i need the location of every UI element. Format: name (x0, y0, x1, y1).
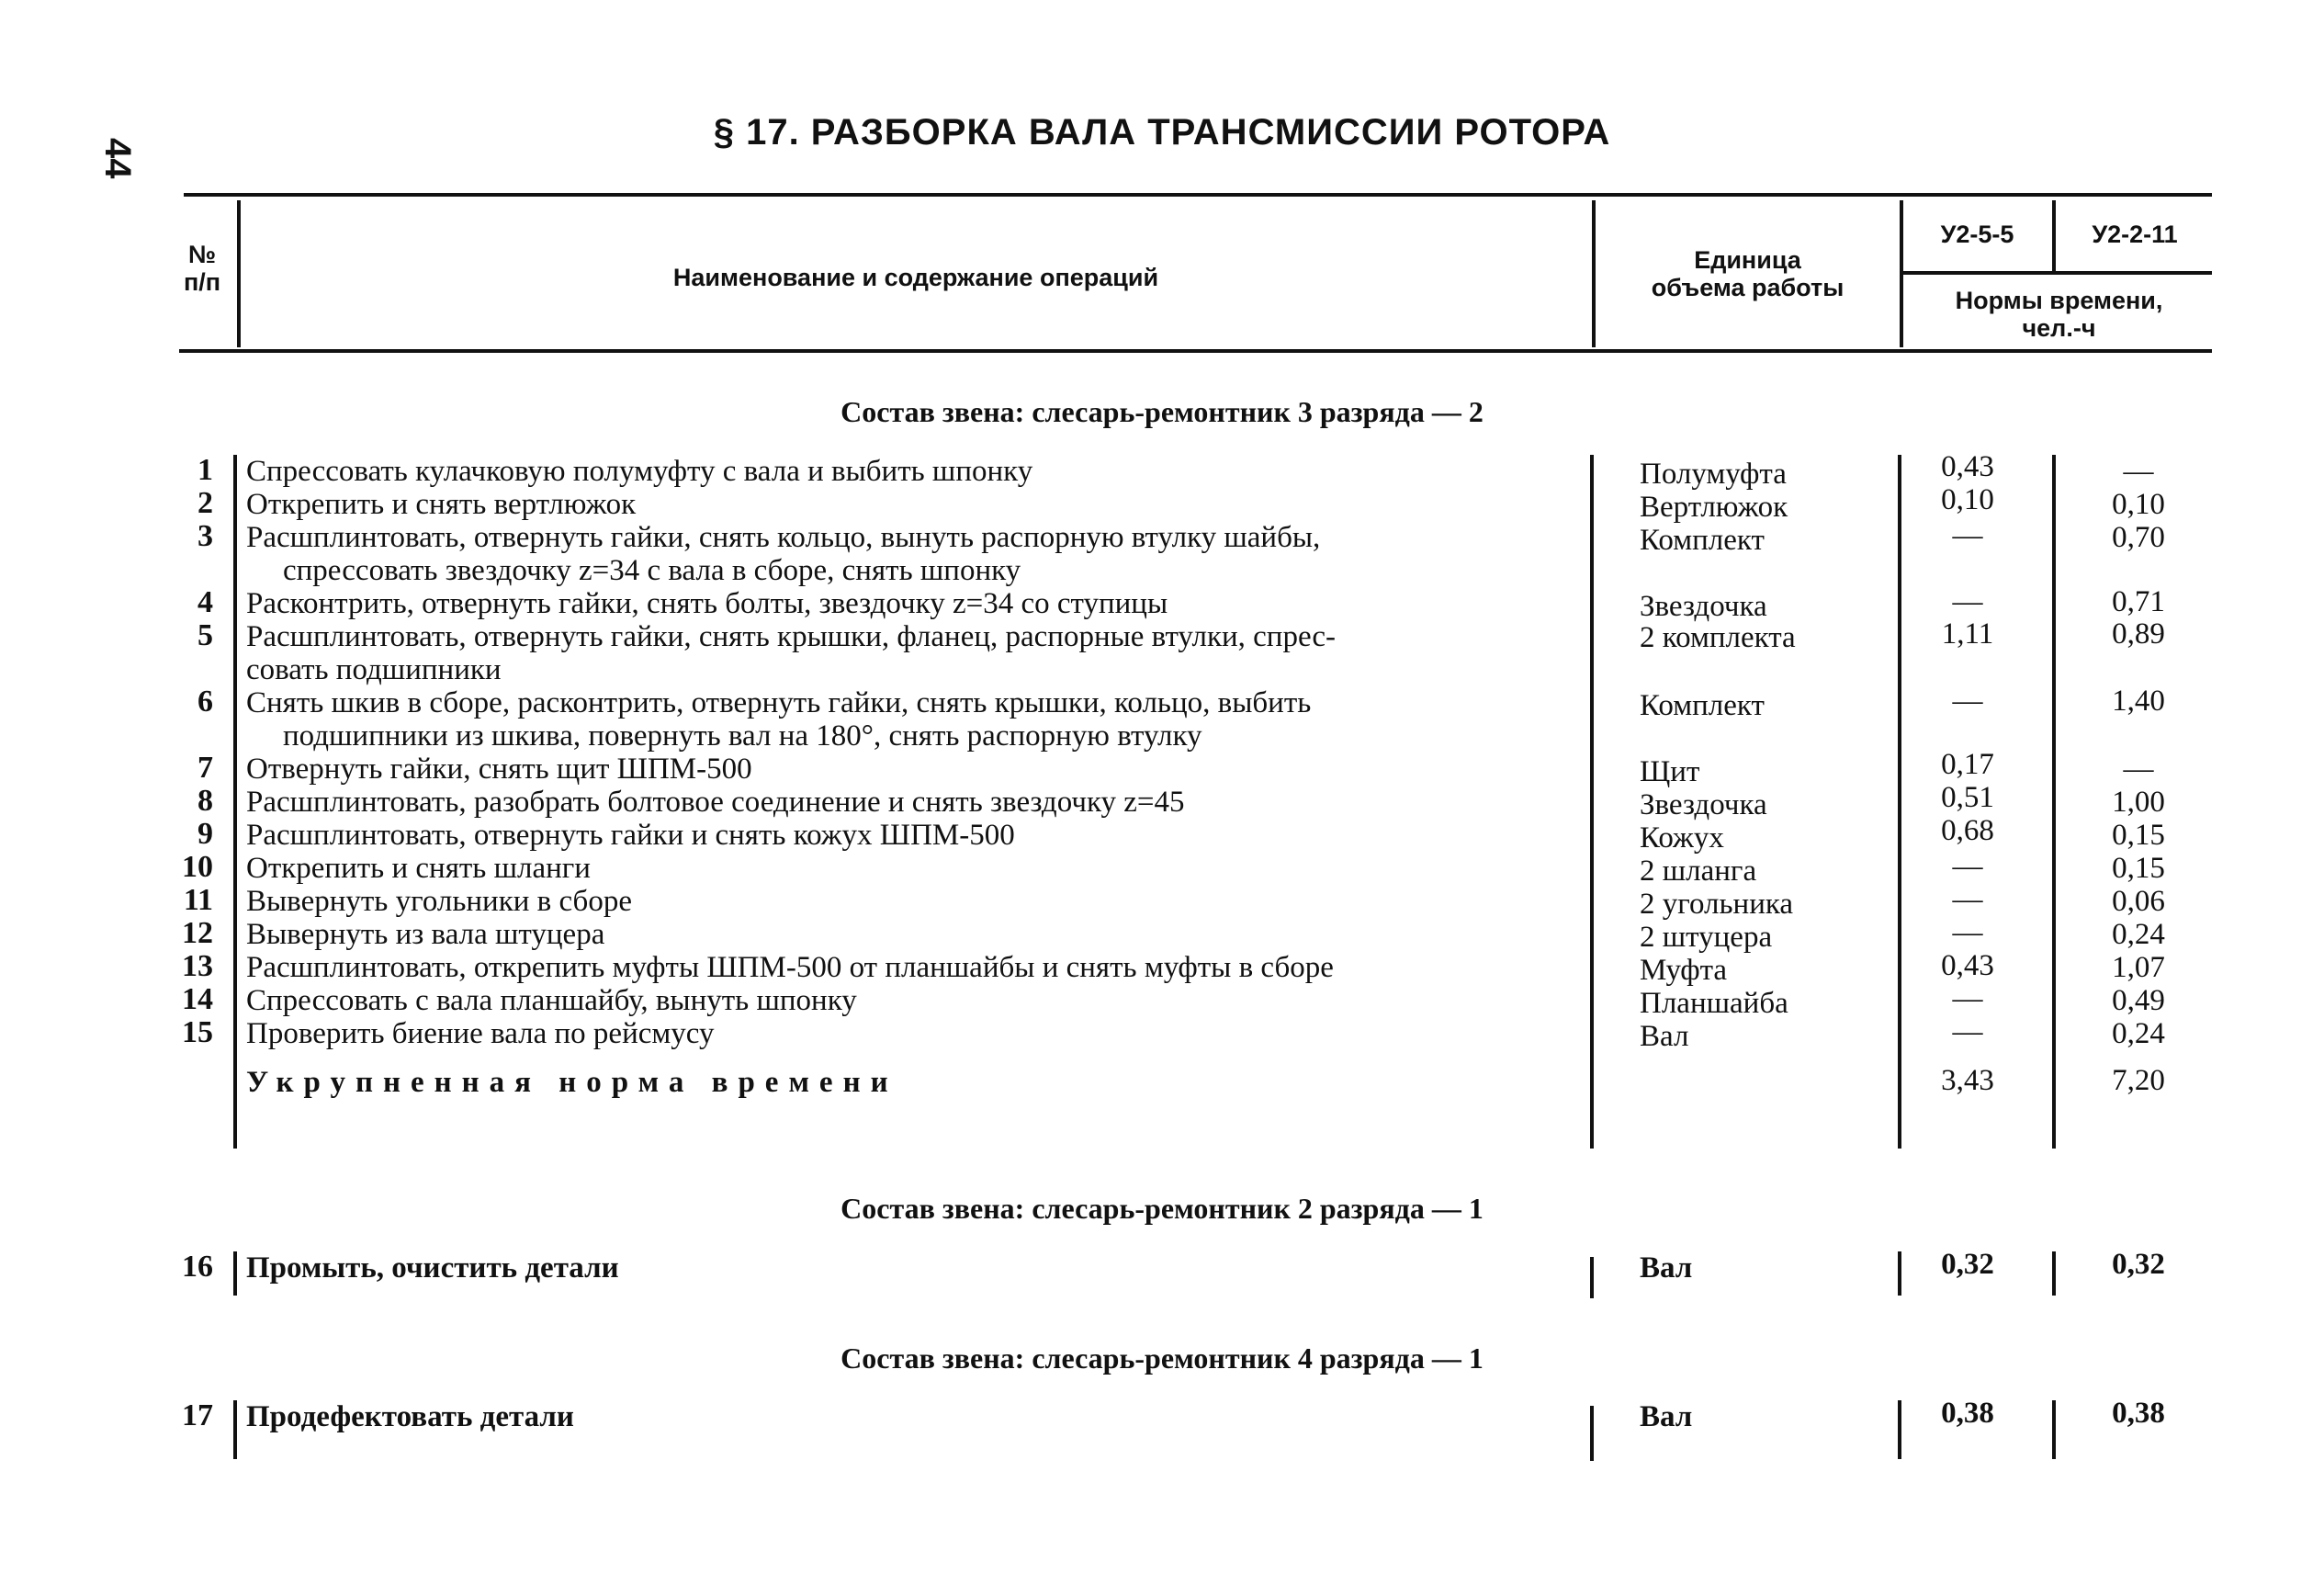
norm-value-1: 0,68 (1941, 814, 1994, 847)
main-divider-num (233, 455, 237, 1149)
operation-text: Проверить биение вала по рейсмусу (246, 1017, 715, 1050)
page-number: 44 (97, 138, 138, 179)
norm-value-1: — (1952, 519, 1983, 552)
norm-value-2: — (2123, 455, 2154, 488)
norm-value-1: 1,11 (1941, 617, 1994, 651)
norm-value-2: 0,32 (2112, 1248, 2165, 1281)
header-divider-unit (1592, 200, 1596, 347)
section-heading-3: Состав звена: слесарь-ремонтник 4 разряда — 1 (840, 1341, 1484, 1375)
norm-value-2: 0,24 (2112, 918, 2165, 951)
row-divider-num (233, 1400, 237, 1459)
row-number: 9 (197, 817, 213, 851)
header-code-2: У2-2-11 (2092, 221, 2178, 248)
row-divider-unit (1590, 1406, 1594, 1461)
operation-text: Промыть, очистить детали (246, 1251, 619, 1285)
norm-value-1: — (1952, 982, 1983, 1015)
norm-value-2: 0,71 (2112, 585, 2165, 618)
row-number: 16 (182, 1250, 213, 1284)
operation-text: Расконтрить, отвернуть гайки, снять болты, звездочку z=34 со ступицы (246, 587, 1168, 620)
row-number: 6 (197, 685, 213, 719)
norm-value-1: 0,43 (1941, 450, 1994, 483)
norm-value-2: 0,15 (2112, 819, 2165, 852)
operation-text: Снять шкив в сборе, расконтрить, отвернуть гайки, снять крышки, кольцо, выбить подшипники из шкива, повернуть вал на 180°, снять распорную втулку (246, 686, 1312, 753)
header-bottom-rule (179, 349, 2212, 353)
norm-value-1: 0,17 (1941, 748, 1994, 781)
norm-value-2: 0,24 (2112, 1017, 2165, 1050)
row-number: 11 (183, 883, 213, 917)
norm-value-1: 0,32 (1941, 1248, 1994, 1281)
operation-text: Спрессовать с вала планшайбу, вынуть шпонку (246, 984, 857, 1017)
norm-value-2: 0,10 (2112, 488, 2165, 521)
row-number: 3 (197, 519, 213, 553)
operation-text: Открепить и снять вертлюжок (246, 488, 637, 521)
summary-label: Укрупненная норма времени (246, 1066, 898, 1099)
row-divider-v1 (1898, 1400, 1901, 1459)
operation-text: Спрессовать кулачковую полумуфту с вала и выбить шпонку (246, 455, 1033, 488)
operation-text: Расшплинтовать, открепить муфты ШПМ-500 от планшайбы и снять муфты в сборе (246, 951, 1334, 984)
norm-value-2: 0,89 (2112, 617, 2165, 651)
header-norms-rule (1903, 271, 2212, 275)
row-divider-v1 (1898, 1251, 1901, 1296)
norm-value-2: 0,06 (2112, 885, 2165, 918)
row-divider-unit (1590, 1257, 1594, 1298)
unit-cell: Полумуфта (1640, 458, 1787, 491)
norm-value-2: 1,00 (2112, 786, 2165, 819)
row-number: 7 (197, 751, 213, 785)
header-divider-codes (2052, 200, 2056, 272)
norm-value-1: — (1952, 883, 1983, 916)
section-heading-2: Состав звена: слесарь-ремонтник 2 разряда — 1 (840, 1192, 1484, 1225)
unit-cell: Комплект (1640, 524, 1765, 557)
summary-value-1: 3,43 (1941, 1064, 1994, 1097)
unit-cell: 2 угольника (1640, 888, 1794, 921)
operation-text: Расшплинтовать, отвернуть гайки и снять кожух ШПМ-500 (246, 819, 1015, 852)
operation-text: Расшплинтовать, отвернуть гайки, снять крышки, фланец, распорные втулки, спрес- совать подшипники (246, 620, 1337, 686)
norm-value-2: 0,49 (2112, 984, 2165, 1017)
unit-cell: Звездочка (1640, 590, 1767, 623)
norm-value-2: 0,38 (2112, 1397, 2165, 1430)
unit-cell: Комплект (1640, 689, 1765, 722)
norm-value-2: 1,07 (2112, 951, 2165, 984)
header-name-col: Наименование и содержание операций (672, 264, 1159, 291)
unit-cell: Щит (1640, 755, 1700, 788)
header-top-rule (184, 193, 2212, 197)
row-number: 12 (182, 916, 213, 950)
norm-value-2: 0,15 (2112, 852, 2165, 885)
norm-value-2: 1,40 (2112, 685, 2165, 718)
unit-cell: Кожух (1640, 821, 1724, 855)
header-norms: Нормы времени, чел.-ч (1955, 287, 2163, 342)
operation-text: Отвернуть гайки, снять щит ШПМ-500 (246, 753, 752, 786)
unit-cell: 2 комплекта (1640, 621, 1796, 654)
header-num-col: № п/п (183, 241, 221, 296)
operation-text: Открепить и снять шланги (246, 852, 591, 885)
unit-cell: 2 шланга (1640, 855, 1757, 888)
norm-value-1: — (1952, 585, 1983, 618)
unit-cell: Вал (1640, 1400, 1693, 1433)
row-number: 2 (197, 486, 213, 520)
row-number: 10 (182, 850, 213, 884)
row-number: 8 (197, 784, 213, 818)
row-divider-num (233, 1251, 237, 1296)
norm-value-1: — (1952, 916, 1983, 949)
norm-value-1: 0,51 (1941, 781, 1994, 814)
section-heading-1: Состав звена: слесарь-ремонтник 3 разряда — 2 (840, 395, 1484, 428)
row-number: 1 (197, 453, 213, 487)
unit-cell: Вал (1640, 1251, 1693, 1285)
operation-text: Расшплинтовать, отвернуть гайки, снять кольцо, вынуть распорную втулку шайбы, спрессовать звездочку z=34 с вала в сборе, снять шпонку (246, 521, 1321, 587)
unit-cell: Планшайба (1640, 987, 1788, 1020)
norm-value-2: 0,70 (2112, 521, 2165, 554)
norm-value-1: — (1952, 850, 1983, 883)
main-divider-unit (1590, 455, 1594, 1149)
unit-cell: Звездочка (1640, 788, 1767, 821)
unit-cell: 2 штуцера (1640, 921, 1773, 954)
unit-cell: Муфта (1640, 954, 1728, 987)
operation-text: Продефектовать детали (246, 1400, 574, 1433)
row-number: 17 (182, 1398, 213, 1432)
summary-value-2: 7,20 (2112, 1064, 2165, 1097)
norm-value-1: 0,43 (1941, 949, 1994, 982)
norm-value-2: — (2123, 753, 2154, 786)
operation-text: Вывернуть угольники в сборе (246, 885, 632, 918)
norm-value-1: 0,38 (1941, 1397, 1994, 1430)
row-number: 5 (197, 618, 213, 652)
unit-cell: Вертлюжок (1640, 491, 1788, 524)
header-code-1: У2-5-5 (1940, 221, 2014, 248)
operation-text: Вывернуть из вала штуцера (246, 918, 605, 951)
row-number: 4 (197, 585, 213, 619)
page-title: § 17. РАЗБОРКА ВАЛА ТРАНСМИССИИ РОТОРА (713, 112, 1611, 153)
unit-cell: Вал (1640, 1020, 1689, 1053)
row-number: 15 (182, 1015, 213, 1049)
header-unit-col: Единица объема работы (1651, 246, 1845, 301)
norm-value-1: 0,10 (1941, 483, 1994, 516)
row-number: 13 (182, 949, 213, 983)
row-number: 14 (182, 982, 213, 1016)
header-divider-norms (1900, 200, 1903, 347)
norm-value-1: — (1952, 685, 1983, 718)
operation-text: Расшплинтовать, разобрать болтовое соединение и снять звездочку z=45 (246, 786, 1185, 819)
norm-value-1: — (1952, 1015, 1983, 1048)
